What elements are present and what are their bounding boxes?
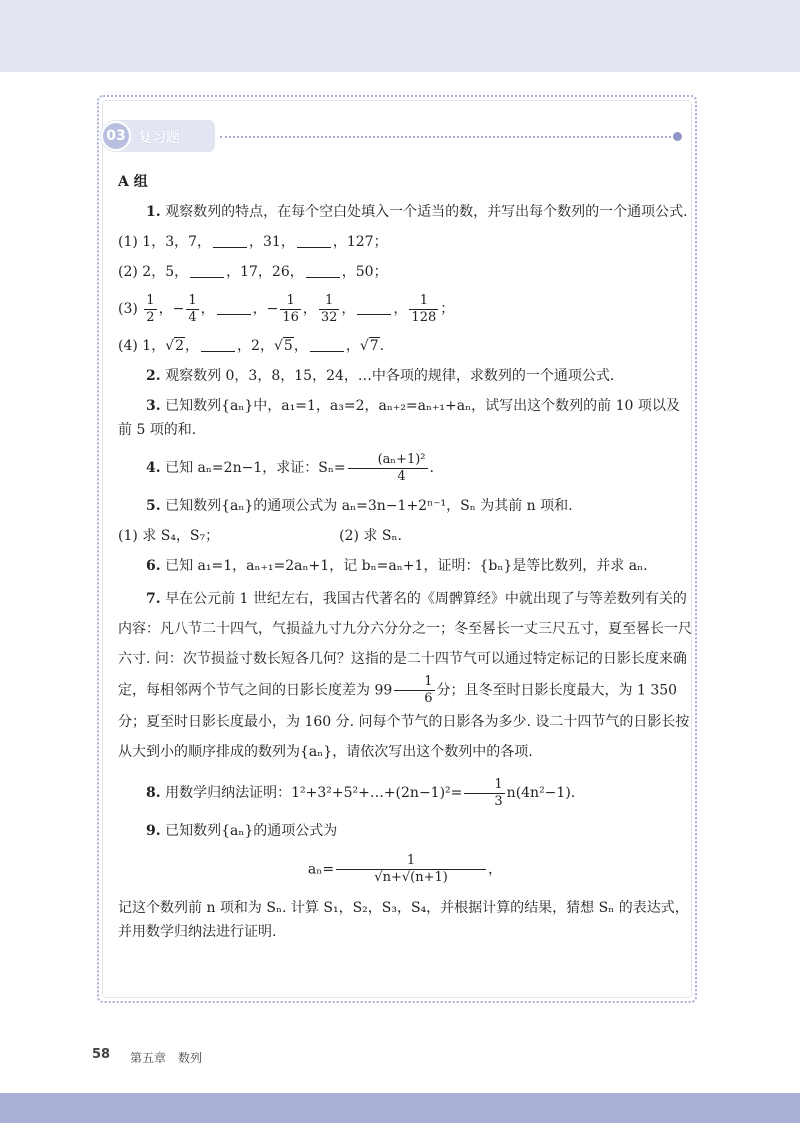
group-label: A 组 — [118, 174, 148, 190]
question-8: 8. 用数学归纳法证明：1²+3²+5²+…+(2n−1)²= $\frac{1}{3}$ n(4n²−1). — [146, 776, 576, 809]
top-band — [0, 0, 800, 72]
question-5: 5. 已知数列{aₙ}的通项公式为 aₙ=3n−1+2ⁿ⁻¹，Sₙ 为其前 n 项和. — [146, 498, 573, 514]
question-7: 7. 早在公元前 1 世纪左右，我国古代著名的《周髀算经》中就出现了与等差数列有关的内容：凡八节二十四气，气损益九寸九分六分分之一；冬至晷长一丈三尺五寸，夏至晷长一尺六寸. 问：次节损益寸数长短各几何？这指的是二十四节气可以通过特定标记的日影长度来确定，每相邻两个节气之间的日影长度差为 99 $\frac{1}{6}$ 分；且冬至时日影长度最大，为 1 350 分；夏至时日影长度最小，为 160 分. 问每个节气的日影各为多少. 设二十四节气的日影长按从大到小的顺序排成的数列为{aₙ}，请依次写出这个数列中的各项. — [118, 591, 692, 760]
exercise-content — [118, 170, 692, 950]
q9-formula: aₙ= $\frac{1}{√n+√(n+1)}$ ， — [307, 853, 503, 885]
question-3: 3. 已知数列{aₙ}中，a₁=1，a₃=2，aₙ₊₂=aₙ₊₁+aₙ，试写出这个数列的前 10 项以及前 5 项的和. — [118, 398, 680, 438]
question-4: 4. 已知 aₙ=2n−1，求证：Sₙ= $\frac{\text{(aₙ+1)²}}{4}$ . — [146, 451, 434, 484]
question-6: 6. 已知 a₁=1，aₙ₊₁=2aₙ+1，记 bₙ=aₙ+1，证明：{bₙ}是等比数列，并求 aₙ. — [146, 558, 648, 574]
page-number: 58 — [92, 1047, 111, 1062]
question-2: 2. 观察数列 0，3，8，15，24，…中各项的规律，求数列的一个通项公式. — [146, 368, 615, 384]
question-9: 9. 已知数列{aₙ}的通项公式为 — [146, 823, 338, 839]
q1-series-4: (4) 1，√2， ，2，√5， ，√7. — [118, 338, 385, 354]
section-dot-icon — [673, 132, 682, 141]
section-title: 复习题 — [138, 130, 180, 146]
q1-series-2: (2) 2，5， ，17，26， ，50； — [118, 264, 388, 280]
q1-series-3: (3) $\frac{1}{2}$ ，− $\frac{1}{4}$ ， ，− $\frac{1}{16}$ ， $\frac{1}{32}$ ， ， $\frac{1}{128}$ ； — [118, 292, 455, 325]
q5-parts: (1) 求 S₄，S₇； (2) 求 Sₙ. — [118, 528, 402, 544]
running-footer: 第五章 数列 — [130, 1051, 203, 1065]
q9-text: 记这个数列前 n 项和为 Sₙ. 计算 S₁，S₂，S₃，S₄，并根据计算的结果，猜想 Sₙ 的表达式，并用数学归纳法进行证明. — [118, 900, 689, 940]
question-1: 1. 观察数列的特点，在每个空白处填入一个适当的数，并写出每个数列的一个通项公式. — [146, 204, 688, 220]
q1-series-1: (1) 1，3，7， ，31， ，127； — [118, 234, 388, 250]
section-number: 03 — [101, 121, 131, 151]
bottom-band — [0, 1093, 800, 1123]
section-divider — [220, 136, 675, 138]
